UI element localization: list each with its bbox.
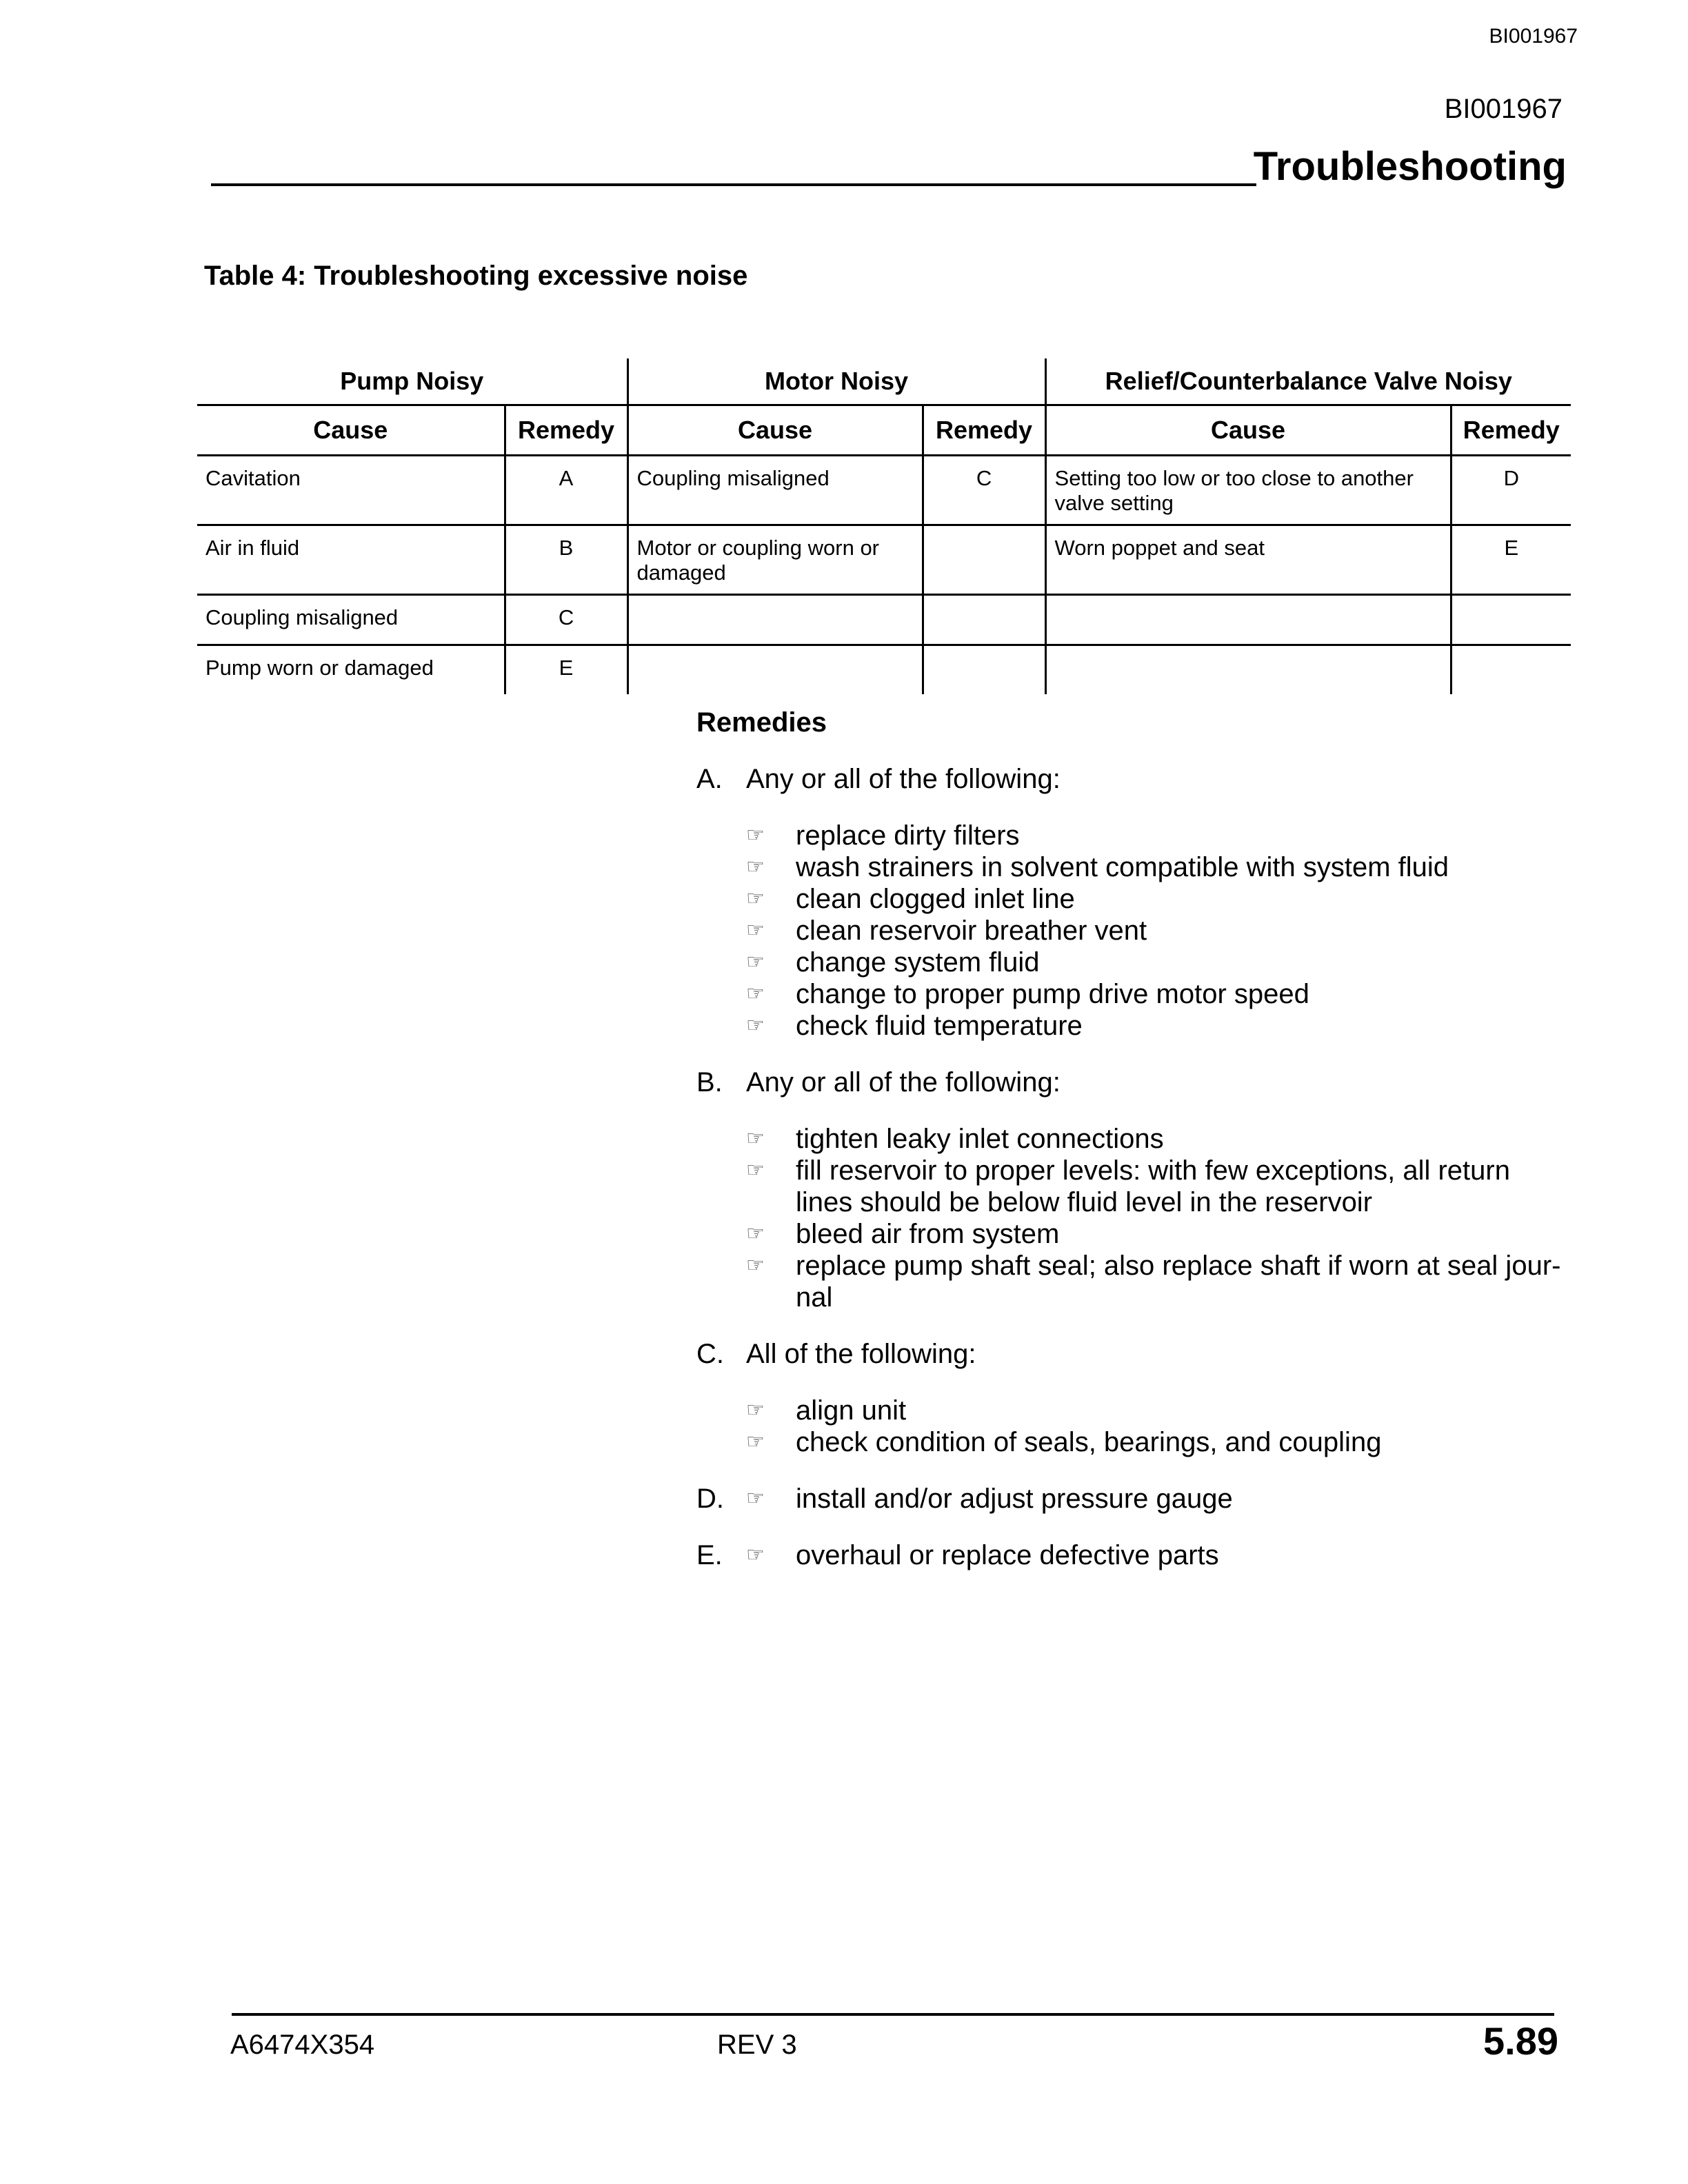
- pointing-hand-icon: ☞: [746, 919, 765, 942]
- table-caption: Table 4: Troubleshooting excessive noise: [204, 261, 748, 291]
- table-group-header-row: [197, 358, 1571, 405]
- pointing-hand-icon: ☞: [746, 1544, 765, 1566]
- pointing-hand-icon: ☞: [746, 951, 765, 973]
- list-item: [746, 1010, 1565, 1042]
- remedy-letter: A.: [696, 764, 723, 794]
- page-number: 5.89: [1483, 2019, 1558, 2063]
- list-item-text: check fluid temperature: [796, 1011, 1083, 1041]
- cell-valve-cause: Setting too low or too close to another valve setting: [1045, 456, 1451, 525]
- cell-motor-cause: [627, 595, 923, 645]
- cell-motor-remedy: C: [923, 456, 1045, 525]
- cell-valve-remedy: [1451, 645, 1571, 695]
- column-header-remedy: Remedy: [1451, 405, 1571, 456]
- list-item: [746, 1250, 1565, 1313]
- remedy-letter: C.: [696, 1339, 724, 1369]
- cell-pump-cause: Cavitation: [197, 456, 505, 525]
- remedy-intro: Any or all of the following:: [746, 764, 1061, 794]
- table-row: [197, 645, 1571, 695]
- list-item-text: wash strainers in solvent compatible with system fluid: [796, 852, 1449, 882]
- cell-motor-cause: [627, 645, 923, 695]
- list-item-text: replace dirty filters: [796, 820, 1020, 851]
- pointing-hand-icon: ☞: [746, 1127, 765, 1150]
- pointing-hand-icon: ☞: [746, 982, 765, 1005]
- list-item: [746, 1426, 1565, 1458]
- list-item-text: clean clogged inlet line: [796, 884, 1075, 914]
- column-header-cause: Cause: [627, 405, 923, 456]
- cell-valve-cause: [1045, 645, 1451, 695]
- cell-valve-cause: Worn poppet and seat: [1045, 525, 1451, 595]
- cell-pump-remedy: B: [505, 525, 627, 595]
- remedy-c: [696, 1338, 1565, 1458]
- list-item-text: check condition of seals, bearings, and coupling: [796, 1427, 1382, 1457]
- cell-motor-remedy: [923, 525, 1045, 595]
- group-header-pump: Pump Noisy: [197, 358, 627, 405]
- column-header-cause: Cause: [1045, 405, 1451, 456]
- table-row: [197, 525, 1571, 595]
- pointing-hand-icon: ☞: [746, 1399, 765, 1422]
- cell-motor-cause: Coupling misaligned: [627, 456, 923, 525]
- list-item-text: change system fluid: [796, 947, 1040, 978]
- document-id: BI001967: [1444, 94, 1563, 124]
- list-item-text: clean reservoir breather vent: [796, 916, 1147, 946]
- remedy-list: [746, 820, 1565, 1042]
- table-row: [197, 456, 1571, 525]
- remedies-title: Remedies: [696, 707, 827, 738]
- pointing-hand-icon: ☞: [746, 887, 765, 910]
- list-item-text: align unit: [796, 1395, 907, 1426]
- remedy-list: [746, 1123, 1565, 1313]
- remedy-text: overhaul or replace defective parts: [796, 1540, 1219, 1570]
- remedy-intro: All of the following:: [746, 1339, 976, 1369]
- remedy-letter: E.: [696, 1540, 723, 1570]
- troubleshooting-table: [197, 358, 1571, 694]
- list-item-text: fill reservoir to proper levels: with few exceptions, all return lines should be below fluid level in the reservoir: [796, 1155, 1510, 1217]
- cell-valve-remedy: E: [1451, 525, 1571, 595]
- list-item: [746, 978, 1565, 1010]
- pointing-hand-icon: ☞: [746, 824, 765, 847]
- footer-revision: REV 3: [717, 2030, 797, 2060]
- cell-pump-remedy: E: [505, 645, 627, 695]
- list-item-text: replace pump shaft seal; also replace shaft if worn at seal jour-nal: [796, 1251, 1561, 1313]
- cell-valve-cause: [1045, 595, 1451, 645]
- cell-motor-remedy: [923, 595, 1045, 645]
- cell-pump-cause: Air in fluid: [197, 525, 505, 595]
- group-header-valve: Relief/Counterbalance Valve Noisy: [1045, 358, 1571, 405]
- list-item-text: tighten leaky inlet connections: [796, 1124, 1164, 1154]
- document-id-top: BI001967: [1489, 25, 1578, 48]
- remedy-intro: Any or all of the following:: [746, 1067, 1061, 1098]
- pointing-hand-icon: ☞: [746, 856, 765, 878]
- list-item: [746, 883, 1565, 915]
- list-item-text: bleed air from system: [796, 1219, 1060, 1249]
- list-item: [746, 1218, 1565, 1250]
- pointing-hand-icon: ☞: [746, 1254, 765, 1277]
- list-item: [746, 947, 1565, 978]
- pointing-hand-icon: ☞: [746, 1222, 765, 1245]
- table-column-header-row: [197, 405, 1571, 456]
- pointing-hand-icon: ☞: [746, 1487, 765, 1510]
- remedy-letter: D.: [696, 1484, 724, 1514]
- cell-valve-remedy: D: [1451, 456, 1571, 525]
- remedy-text: install and/or adjust pressure gauge: [796, 1484, 1233, 1514]
- header-rule: [211, 183, 1256, 186]
- remedy-a: [696, 763, 1565, 1042]
- group-header-motor: Motor Noisy: [627, 358, 1045, 405]
- list-item-text: change to proper pump drive motor speed: [796, 979, 1309, 1009]
- cell-pump-cause: Pump worn or damaged: [205, 656, 434, 680]
- footer-document-number: A6474X354: [230, 2030, 375, 2060]
- pointing-hand-icon: ☞: [746, 1430, 765, 1453]
- remedy-list: [746, 1395, 1565, 1458]
- remedies-section: [696, 707, 1565, 1596]
- remedy-letter: B.: [696, 1067, 723, 1098]
- column-header-cause: Cause: [197, 405, 505, 456]
- remedy-d: [696, 1483, 1565, 1515]
- pointing-hand-icon: ☞: [746, 1014, 765, 1037]
- section-title: Troubleshooting: [1253, 144, 1567, 189]
- list-item: [746, 915, 1565, 947]
- list-item: [746, 820, 1565, 851]
- table-row: [197, 595, 1571, 645]
- cell-valve-remedy: [1451, 595, 1571, 645]
- cell-motor-cause: Motor or coupling worn or damaged: [627, 525, 923, 595]
- cell-motor-remedy: [923, 645, 1045, 695]
- column-header-remedy: Remedy: [923, 405, 1045, 456]
- pointing-hand-icon: ☞: [746, 1159, 765, 1182]
- cell-pump-remedy: C: [505, 595, 627, 645]
- remedy-b: [696, 1066, 1565, 1313]
- remedy-e: [696, 1539, 1565, 1571]
- list-item: [746, 1155, 1565, 1218]
- footer-rule: [232, 2013, 1554, 2016]
- cell-pump-remedy: A: [505, 456, 627, 525]
- list-item: [746, 1123, 1565, 1155]
- cell-pump-cause: Coupling misaligned: [197, 595, 505, 645]
- list-item: [746, 1395, 1565, 1426]
- list-item: [746, 851, 1565, 883]
- column-header-remedy: Remedy: [505, 405, 627, 456]
